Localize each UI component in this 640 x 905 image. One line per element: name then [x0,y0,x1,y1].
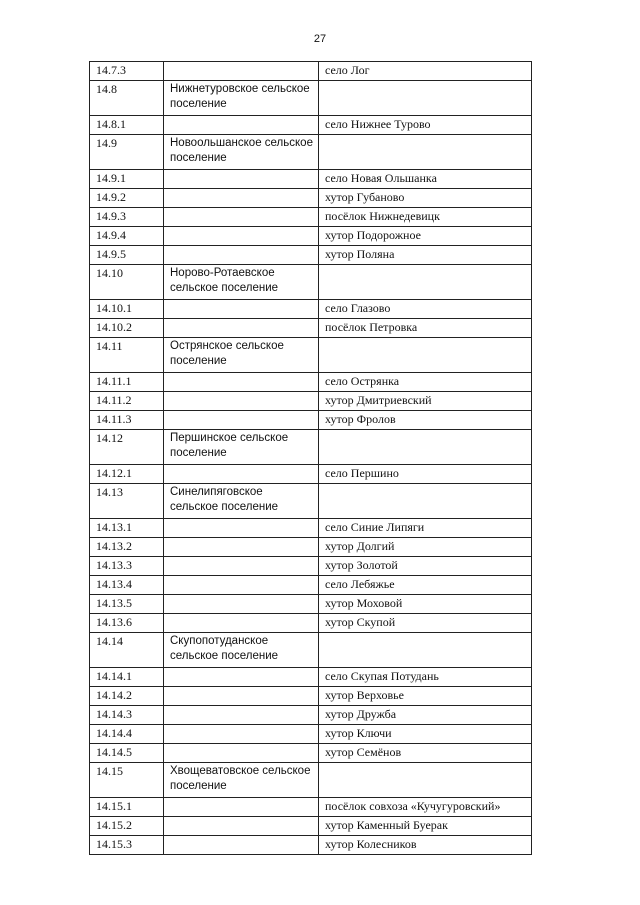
code-cell: 14.11 [90,338,164,373]
settlement-cell [319,430,532,465]
table-row-settlement [90,62,532,81]
table-row-settlement [90,300,532,319]
code-cell: 14.15.3 [90,836,164,855]
district-cell [164,576,319,595]
table-row-settlement [90,189,532,208]
table-row-settlement [90,576,532,595]
district-cell [164,319,319,338]
code-cell: 14.15.2 [90,817,164,836]
settlement-cell: село Лог [319,62,532,81]
district-cell [164,538,319,557]
district-cell: Острянское сельское поселение [164,338,319,373]
settlement-cell: хутор Семёнов [319,744,532,763]
code-cell: 14.15.1 [90,798,164,817]
table-row-settlement [90,208,532,227]
code-cell: 14.9.2 [90,189,164,208]
settlement-cell [319,135,532,170]
table-row-settlement [90,465,532,484]
district-cell [164,189,319,208]
settlement-cell: хутор Верховье [319,687,532,706]
table-row-settlement [90,246,532,265]
settlement-cell: хутор Фролов [319,411,532,430]
district-cell: Нижнетуровское сельское поселение [164,81,319,116]
district-cell [164,687,319,706]
settlement-cell [319,338,532,373]
code-cell: 14.14.1 [90,668,164,687]
code-cell: 14.13.4 [90,576,164,595]
district-cell [164,300,319,319]
district-cell [164,836,319,855]
table-row-district [90,633,532,668]
table-row-settlement [90,227,532,246]
settlement-cell: хутор Скупой [319,614,532,633]
settlement-cell: село Острянка [319,373,532,392]
code-cell: 14.9.1 [90,170,164,189]
table-row-settlement [90,519,532,538]
district-cell [164,62,319,81]
code-cell: 14.11.3 [90,411,164,430]
table-row-settlement [90,687,532,706]
district-cell [164,246,319,265]
code-cell: 14.13.6 [90,614,164,633]
table-row-district [90,430,532,465]
settlements-table [89,61,532,855]
district-cell [164,595,319,614]
settlement-cell [319,763,532,798]
code-cell: 14.13.2 [90,538,164,557]
settlement-cell [319,484,532,519]
table-row-settlement [90,798,532,817]
settlement-cell: село Лебяжье [319,576,532,595]
district-cell [164,668,319,687]
code-cell: 14.7.3 [90,62,164,81]
settlement-cell: хутор Моховой [319,595,532,614]
district-cell: Скупопотуданское сельское поселение [164,633,319,668]
district-cell [164,170,319,189]
code-cell: 14.14.3 [90,706,164,725]
district-cell [164,706,319,725]
code-cell: 14.9.5 [90,246,164,265]
district-cell: Синелипяговское сельское поселение [164,484,319,519]
settlement-cell: хутор Каменный Буерак [319,817,532,836]
code-cell: 14.10.1 [90,300,164,319]
table-row-settlement [90,319,532,338]
table-row-settlement [90,614,532,633]
settlement-cell: хутор Дружба [319,706,532,725]
district-cell: Норово-Ротаевское сельское поселение [164,265,319,300]
code-cell: 14.12 [90,430,164,465]
settlement-cell: село Новая Ольшанка [319,170,532,189]
district-cell [164,798,319,817]
district-cell [164,227,319,246]
table-row-settlement [90,668,532,687]
code-cell: 14.8.1 [90,116,164,135]
district-cell [164,557,319,576]
table-row-settlement [90,538,532,557]
settlement-cell: хутор Губаново [319,189,532,208]
district-cell [164,392,319,411]
district-cell [164,208,319,227]
district-cell [164,116,319,135]
table-row-settlement [90,595,532,614]
code-cell: 14.11.1 [90,373,164,392]
district-cell: Новоольшанское сельское поселение [164,135,319,170]
district-cell [164,744,319,763]
code-cell: 14.14.5 [90,744,164,763]
table-row-district [90,265,532,300]
code-cell: 14.13 [90,484,164,519]
code-cell: 14.12.1 [90,465,164,484]
district-cell: Першинское сельское поселение [164,430,319,465]
settlement-cell: село Синие Липяги [319,519,532,538]
settlement-cell: село Першино [319,465,532,484]
district-cell [164,465,319,484]
settlement-cell: хутор Ключи [319,725,532,744]
district-cell [164,373,319,392]
table-row-district [90,338,532,373]
code-cell: 14.8 [90,81,164,116]
table-row-settlement [90,411,532,430]
code-cell: 14.9.3 [90,208,164,227]
table-row-settlement [90,817,532,836]
district-cell [164,411,319,430]
table-row-district [90,135,532,170]
district-cell [164,519,319,538]
code-cell: 14.13.3 [90,557,164,576]
code-cell: 14.14.4 [90,725,164,744]
table-row-district [90,763,532,798]
settlement-cell [319,81,532,116]
table-row-settlement [90,725,532,744]
settlement-cell: хутор Колесников [319,836,532,855]
district-cell [164,614,319,633]
settlement-cell: село Глазово [319,300,532,319]
district-cell: Хвощеватовское сельское поселение [164,763,319,798]
table-row-settlement [90,744,532,763]
table-row-settlement [90,116,532,135]
settlement-cell: посёлок Нижнедевицк [319,208,532,227]
code-cell: 14.9.4 [90,227,164,246]
settlement-cell: посёлок совхоза «Кучугуровский» [319,798,532,817]
table-row-settlement [90,706,532,725]
table-row-settlement [90,836,532,855]
code-cell: 14.14.2 [90,687,164,706]
table-row-settlement [90,373,532,392]
code-cell: 14.13.5 [90,595,164,614]
code-cell: 14.9 [90,135,164,170]
district-cell [164,817,319,836]
table-row-settlement [90,392,532,411]
code-cell: 14.13.1 [90,519,164,538]
page-number: 27 [313,33,327,45]
code-cell: 14.11.2 [90,392,164,411]
code-cell: 14.10.2 [90,319,164,338]
settlement-cell: хутор Золотой [319,557,532,576]
code-cell: 14.15 [90,763,164,798]
table-row-settlement [90,557,532,576]
settlement-cell: село Скупая Потудань [319,668,532,687]
table-row-district [90,81,532,116]
settlement-cell: хутор Долгий [319,538,532,557]
table-row-district [90,484,532,519]
settlement-cell [319,633,532,668]
district-cell [164,725,319,744]
code-cell: 14.14 [90,633,164,668]
settlement-cell: хутор Поляна [319,246,532,265]
settlement-cell: село Нижнее Турово [319,116,532,135]
table-row-settlement [90,170,532,189]
code-cell: 14.10 [90,265,164,300]
settlement-cell [319,265,532,300]
settlement-cell: хутор Дмитриевский [319,392,532,411]
settlement-cell: посёлок Петровка [319,319,532,338]
settlement-cell: хутор Подорожное [319,227,532,246]
